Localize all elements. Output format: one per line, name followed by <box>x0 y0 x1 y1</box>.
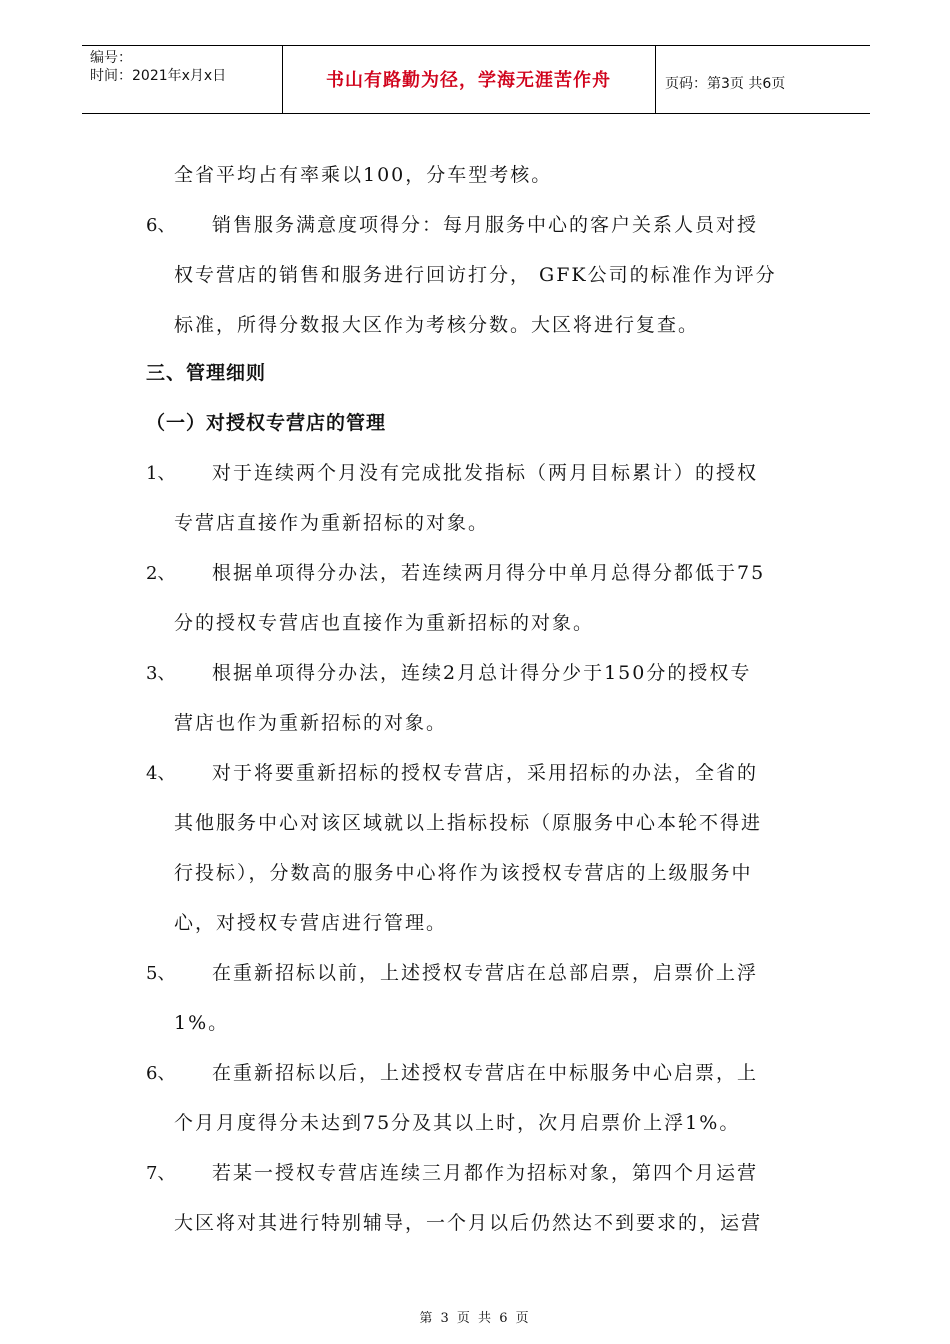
list-number: 2、 <box>146 563 176 584</box>
paragraph-line: 心，对授权专营店进行管理。 <box>174 912 448 934</box>
list-number: 5、 <box>146 963 176 984</box>
paragraph-line: 若某一授权专营店连续三月都作为招标对象，第四个月运营 <box>212 1162 759 1184</box>
paragraph-line: 销售服务满意度项得分：每月服务中心的客户关系人员对授 <box>212 214 759 236</box>
subsection-heading: （一）对授权专营店的管理 <box>146 412 387 434</box>
header-page-info: 页码：第3页 共6页 <box>665 76 786 92</box>
list-number: 6、 <box>146 1063 176 1084</box>
list-number: 3、 <box>146 663 176 684</box>
paragraph-line: 个月月度得分未达到75分及其以上时，次月启票价上浮1%。 <box>174 1112 741 1134</box>
page-footer: 第 3 页 共 6 页 <box>419 1311 531 1326</box>
list-number: 6、 <box>146 215 176 236</box>
paragraph-line: 行投标），分数高的服务中心将作为该授权专营店的上级服务中 <box>174 862 753 884</box>
paragraph-line: 对于将要重新招标的授权专营店，采用招标的办法，全省的 <box>212 762 759 784</box>
paragraph-line: 在重新招标以后，上述授权专营店在中标服务中心启票，上 <box>212 1062 759 1084</box>
list-number: 1、 <box>146 463 176 484</box>
number-label: 编号： <box>90 50 132 66</box>
time-label: 时间：2021年x月x日 <box>90 68 227 84</box>
paragraph-line: 营店也作为重新招标的对象。 <box>174 712 448 734</box>
list-number: 7、 <box>146 1163 176 1184</box>
paragraph-line: 其他服务中心对该区域就以上指标投标（原服务中心本轮不得进 <box>174 812 763 834</box>
paragraph-line: 专营店直接作为重新招标的对象。 <box>174 512 490 534</box>
paragraph-line: 大区将对其进行特别辅导，一个月以后仍然达不到要求的，运营 <box>174 1212 763 1234</box>
section-heading: 三、管理细则 <box>146 362 267 384</box>
paragraph-line: 对于连续两个月没有完成批发指标（两月目标累计）的授权 <box>212 462 759 484</box>
paragraph-line: 根据单项得分办法，若连续两月得分中单月总得分都低于75 <box>212 562 766 584</box>
paragraph-line: 全省平均占有率乘以100，分车型考核。 <box>174 164 553 186</box>
paragraph-line: 根据单项得分办法，连续2月总计得分少于150分的授权专 <box>212 662 752 684</box>
paragraph-line: 标准，所得分数报大区作为考核分数。大区将进行复查。 <box>174 314 700 336</box>
header-meta <box>90 49 226 85</box>
list-number: 4、 <box>146 763 176 784</box>
header-divider <box>655 46 656 113</box>
paragraph-line: 分的授权专营店也直接作为重新招标的对象。 <box>174 612 595 634</box>
page-header <box>82 45 870 114</box>
paragraph-line: 1%。 <box>174 1012 230 1034</box>
header-motto: 书山有路勤为径，学海无涯苦作舟 <box>326 70 611 91</box>
paragraph-line: 权专营店的销售和服务进行回访打分， GFK公司的标准作为评分 <box>174 264 777 286</box>
paragraph-line: 在重新招标以前，上述授权专营店在总部启票，启票价上浮 <box>212 962 759 984</box>
